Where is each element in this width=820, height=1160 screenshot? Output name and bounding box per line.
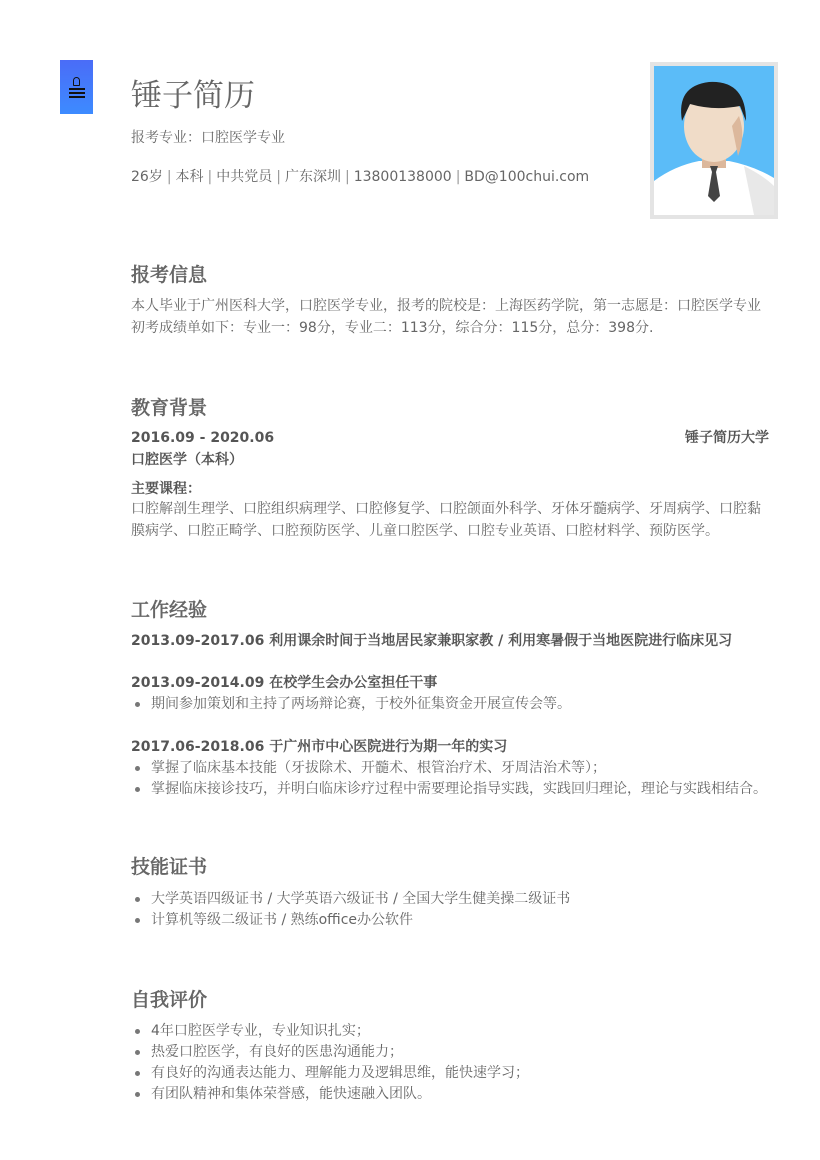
list-item: 掌握临床接诊技巧，并明白临床诊疗过程中需要理论指导实践，实践回归理论，理论与实践相结合。 [131,779,771,800]
apply-info [131,295,771,339]
apply-line: 本人毕业于广州医科大学，口腔医学专业，报考的院校是：上海医药学院，第一志愿是：口腔医学专业 [131,298,761,314]
list-item: 有团队精神和集体荣誉感，能快速融入团队。 [131,1084,771,1105]
list-item: 有良好的沟通表达能力、理解能力及逻辑思维，能快速学习； [131,1063,771,1084]
list-item: 计算机等级二级证书 / 熟练office办公软件 [131,910,771,931]
party: 中共党员 [216,169,273,185]
skills-list [131,889,771,931]
avatar-photo [650,62,778,219]
phone: 13800138000 [353,169,452,185]
edu-degree: 口腔医学（本科） [131,452,243,468]
work-bullets [131,758,771,800]
work-heading: 2017.06-2018.06 于广州市中心医院进行为期一年的实习 [131,739,508,755]
edu-school: 锤子简历大学 [685,430,769,446]
courses-label: 主要课程： [131,481,201,497]
applied-major: 报考专业：口腔医学专业 [131,130,285,146]
list-item: 大学英语四级证书 / 大学英语六级证书 / 全国大学生健美操二级证书 [131,889,771,910]
score-line: 初考成绩单如下：专业一：98分，专业二：113分，综合分：115分，总分：398分. [131,320,654,336]
edu-period: 2016.09 - 2020.06 [131,430,275,446]
list-item: 掌握了临床基本技能（牙拔除术、开髓术、根管治疗术、牙周洁治术等）； [131,758,771,779]
courses: 口腔解剖生理学、口腔组织病理学、口腔修复学、口腔颌面外科学、牙体牙髓病学、牙周病学、口腔黏膜病学、口腔正畸学、口腔预防医学、儿童口腔医学、口腔专业英语、口腔材料学、预防医学。 [131,501,761,539]
section-title-skills: 技能证书 [131,856,208,878]
section-title-apply: 报考信息 [131,264,208,286]
list-item: 4年口腔医学专业，专业知识扎实； [131,1021,771,1042]
email: BD@100chui.com [464,169,590,185]
location: 广东深圳 [284,169,341,185]
self-eval-list [131,1021,771,1105]
work-heading: 2013.09-2014.09 在校学生会办公室担任干事 [131,675,438,691]
section-title-work: 工作经验 [131,599,208,621]
personal-info: 26岁 | 本科 | 中共党员 | 广东深圳 | 13800138000 | BD@100chui.com [131,169,590,185]
section-title-education: 教育背景 [131,397,208,419]
list-item: 热爱口腔医学，有良好的医患沟通能力； [131,1042,771,1063]
work-heading: 2013.09-2017.06 利用课余时间于当地居民家兼职家教 / 利用寒暑假于当地医院进行临床见习 [131,633,733,649]
age: 26岁 [131,169,163,185]
name-title: 锤子简历 [131,78,255,114]
degree: 本科 [175,169,204,185]
section-title-self: 自我评价 [131,989,208,1011]
list-item: 期间参加策划和主持了两场辩论赛，于校外征集资金开展宣传会等。 [131,694,771,715]
resume-logo-icon [60,60,93,114]
work-bullets [131,694,771,715]
